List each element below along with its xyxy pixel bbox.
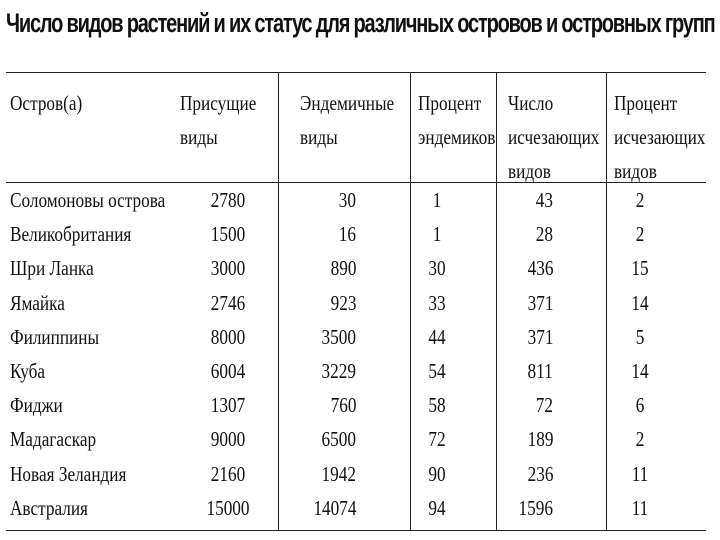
table-cell: 2 (635, 188, 645, 212)
table-cell: 371 (527, 324, 553, 349)
column-header-line: исчезающих (614, 125, 706, 149)
table-cell: 72 (428, 427, 446, 452)
column-header-line: Число (508, 91, 554, 115)
table-row-label: Великобритания (10, 222, 132, 247)
column-header-line: виды (180, 125, 218, 149)
table-cell: 54 (428, 359, 446, 383)
table-cell: 14 (631, 359, 649, 383)
table-cell: 923 (330, 290, 356, 315)
table-cell: 371 (527, 290, 553, 315)
table-cell: 1500 (210, 222, 246, 247)
page-title: Число видов растений и их статус для различных островов и островных групп (6, 8, 715, 38)
table-cell: 1 (432, 222, 442, 247)
table-row-label: Мадагаскар (10, 427, 97, 452)
table-cell: 1 (432, 188, 442, 212)
table-cell: 14 (631, 290, 649, 315)
table-cell: 189 (527, 427, 553, 452)
table-cell: 9000 (210, 427, 246, 452)
column-header-line: исчезающих (508, 125, 600, 149)
table-cell: 236 (527, 461, 553, 486)
table-cell: 6 (635, 393, 645, 418)
column-header-line: Эндемичные (300, 91, 395, 115)
table-cell: 6500 (321, 427, 356, 452)
table-cell: 2 (635, 222, 645, 247)
table-cell: 1942 (321, 461, 356, 486)
table-row-label: Филиппины (10, 324, 100, 349)
table-cell: 58 (428, 393, 446, 418)
table-row-label: Шри Ланка (10, 256, 94, 281)
column-header-line: Остров(а) (10, 91, 83, 115)
table-cell: 30 (428, 256, 446, 281)
table-cell: 8000 (210, 324, 246, 349)
table-cell: 28 (535, 222, 553, 247)
table-cell: 3500 (321, 324, 356, 349)
table-cell: 16 (338, 222, 356, 247)
table-row-label: Ямайка (10, 290, 65, 315)
table-cell: 15 (631, 256, 649, 281)
table-row-label: Австралия (10, 495, 88, 520)
column-header (614, 86, 705, 188)
column-header (508, 86, 599, 188)
table-cell: 6004 (210, 359, 246, 383)
table-cell: 760 (330, 393, 356, 418)
column-header (300, 86, 394, 154)
table-cell: 72 (535, 393, 553, 418)
column-header-line: Присущие (180, 91, 257, 115)
table-cell: 2746 (210, 290, 246, 315)
table-row-label: Новая Зеландия (10, 461, 127, 486)
table-cell: 44 (428, 324, 446, 349)
table-cell: 2780 (210, 188, 246, 212)
column-header-line: Процент (614, 91, 678, 115)
table-cell: 33 (428, 290, 446, 315)
table-header-rule (6, 182, 706, 183)
table-cell: 811 (527, 359, 553, 383)
table-cell: 14074 (312, 495, 356, 520)
table-cell: 30 (338, 188, 356, 212)
table-cell: 1596 (518, 495, 553, 520)
table-row-label: Куба (10, 359, 45, 383)
table-row-label: Соломоновы острова (10, 188, 166, 212)
column-divider (496, 72, 497, 530)
column-header (418, 86, 495, 154)
table-cell: 43 (535, 188, 553, 212)
table-cell: 94 (428, 495, 446, 520)
table-cell: 3000 (210, 256, 246, 281)
column-header-line: виды (300, 125, 338, 149)
table-cell: 90 (428, 461, 446, 486)
table-cell: 890 (330, 256, 356, 281)
column-header-line: эндемиков (418, 125, 496, 149)
table-cell: 2 (635, 427, 645, 452)
table-cell: 11 (631, 495, 649, 520)
table-cell: 2160 (210, 461, 246, 486)
column-header-line: Процент (418, 91, 482, 115)
column-header-line: видов (508, 159, 551, 183)
table-cell: 436 (527, 256, 553, 281)
table-cell: 11 (631, 461, 649, 486)
column-divider (278, 72, 279, 530)
table-cell: 3229 (321, 359, 356, 383)
table-cell: 1307 (210, 393, 246, 418)
column-header (10, 86, 82, 120)
table-row-label: Фиджи (10, 393, 63, 418)
table-bottom-rule (6, 530, 706, 531)
table-cell: 15000 (206, 495, 250, 520)
table-top-rule (6, 72, 706, 73)
table-cell: 5 (635, 324, 645, 349)
column-header-line: видов (614, 159, 657, 183)
column-header (180, 86, 256, 154)
